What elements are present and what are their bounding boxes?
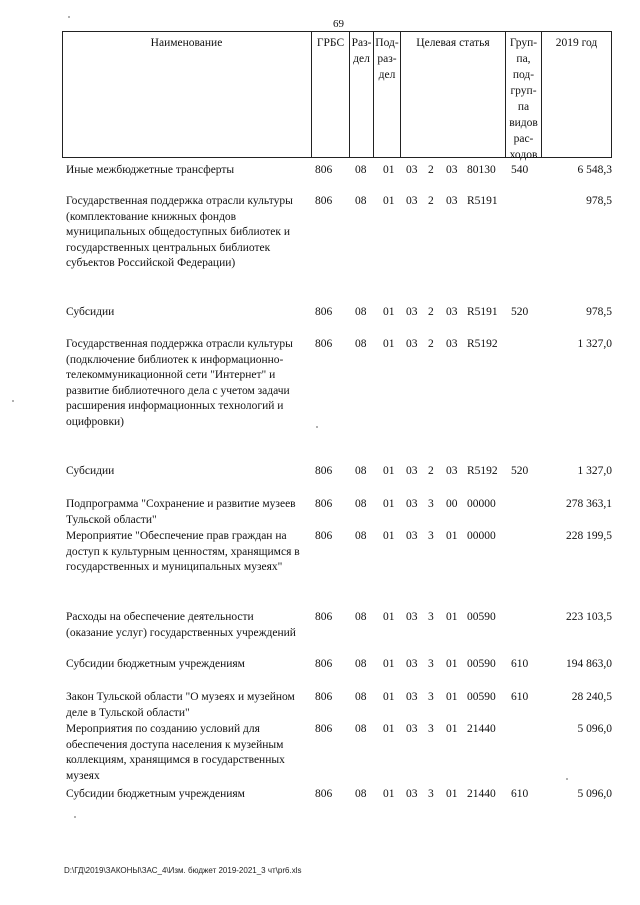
cell-grbs: 806 xyxy=(315,338,333,350)
header-text-line: дел xyxy=(353,53,370,65)
cell-ts2: 2 xyxy=(428,465,434,477)
cell-name: Иные межбюджетные трансферты xyxy=(66,164,235,176)
cell-razdel: 08 xyxy=(355,195,367,207)
cell-ts4: R5192 xyxy=(467,338,498,350)
cell-ts3: 01 xyxy=(446,691,458,703)
cell-ts4: 80130 xyxy=(467,164,496,176)
header-grbs: ГРБС xyxy=(312,31,350,157)
cell-podrazdel: 01 xyxy=(383,530,395,542)
cell-podrazdel: 01 xyxy=(383,498,395,510)
cell-ts2: 3 xyxy=(428,691,434,703)
cell-ts1: 03 xyxy=(406,164,418,176)
cell-vid: 610 xyxy=(511,788,529,800)
cell-vid: 610 xyxy=(511,658,529,670)
cell-podrazdel: 01 xyxy=(383,306,395,318)
cell-grbs: 806 xyxy=(315,465,333,477)
page-number: 69 xyxy=(333,18,344,30)
scan-speck xyxy=(74,816,76,818)
cell-name: Субсидии бюджетным учреждениям xyxy=(66,658,245,670)
cell-grbs: 806 xyxy=(315,530,333,542)
cell-ts1: 03 xyxy=(406,530,418,542)
header-razdel xyxy=(350,31,374,157)
cell-sum: 194 863,0 xyxy=(566,658,612,670)
cell-ts1: 03 xyxy=(406,611,418,623)
cell-name: Закон Тульской области "О музеях и музейном деле в Тульской области" xyxy=(66,691,295,719)
cell-ts3: 00 xyxy=(446,498,458,510)
cell-sum: 978,5 xyxy=(586,306,612,318)
cell-sum: 5 096,0 xyxy=(577,788,612,800)
cell-ts3: 01 xyxy=(446,530,458,542)
cell-grbs: 806 xyxy=(315,164,333,176)
cell-razdel: 08 xyxy=(355,164,367,176)
header-text-line: видов xyxy=(509,117,538,129)
header-text-line: ходов xyxy=(509,149,538,161)
cell-sum: 278 363,1 xyxy=(566,498,612,510)
cell-sum: 5 096,0 xyxy=(577,723,612,735)
cell-ts1: 03 xyxy=(406,465,418,477)
header-text-line: па xyxy=(517,101,530,113)
cell-name: Мероприятие "Обеспечение прав граждан на доступ к культурным ценностям, хранящимся в государственных и муниципальных музеях" xyxy=(66,530,300,573)
header-group xyxy=(506,31,542,161)
cell-podrazdel: 01 xyxy=(383,691,395,703)
scan-speck xyxy=(68,16,70,18)
cell-razdel: 08 xyxy=(355,658,367,670)
cell-razdel: 08 xyxy=(355,465,367,477)
cell-ts2: 2 xyxy=(428,164,434,176)
cell-vid: 540 xyxy=(511,164,529,176)
cell-podrazdel: 01 xyxy=(383,611,395,623)
header-podrazdel xyxy=(374,31,401,157)
cell-ts4: R5191 xyxy=(467,195,498,207)
cell-grbs: 806 xyxy=(315,306,333,318)
scan-speck xyxy=(12,400,14,402)
cell-ts2: 2 xyxy=(428,338,434,350)
cell-sum: 6 548,3 xyxy=(577,164,612,176)
cell-ts2: 3 xyxy=(428,723,434,735)
cell-razdel: 08 xyxy=(355,691,367,703)
cell-ts3: 03 xyxy=(446,164,458,176)
cell-ts1: 03 xyxy=(406,723,418,735)
cell-ts4: R5192 xyxy=(467,465,498,477)
cell-ts4: 21440 xyxy=(467,723,496,735)
file-path-footer: D:\ГД\2019\ЗАКОНЫ\ЗАС_4\Изм. бюджет 2019-2021_3 чт\pr6.xls xyxy=(64,866,302,875)
cell-ts3: 01 xyxy=(446,658,458,670)
cell-ts4: 00000 xyxy=(467,498,496,510)
cell-sum: 1 327,0 xyxy=(577,465,612,477)
cell-grbs: 806 xyxy=(315,788,333,800)
cell-sum: 223 103,5 xyxy=(566,611,612,623)
cell-ts3: 01 xyxy=(446,723,458,735)
cell-ts4: 00590 xyxy=(467,658,496,670)
cell-ts3: 03 xyxy=(446,195,458,207)
cell-podrazdel: 01 xyxy=(383,338,395,350)
cell-ts2: 3 xyxy=(428,530,434,542)
cell-ts2: 2 xyxy=(428,306,434,318)
cell-name: Государственная поддержка отрасли культуры (подключение библиотек к информационно-телекоммуникационной сети "Интернет" и развитие библиотечного дела с учетом задачи расширения информационных технологий и оцифровки) xyxy=(66,338,293,428)
cell-ts4: 00000 xyxy=(467,530,496,542)
header-target: Целевая статья xyxy=(401,31,506,157)
cell-ts2: 3 xyxy=(428,611,434,623)
header-text-line: Под- xyxy=(375,37,399,49)
cell-ts1: 03 xyxy=(406,195,418,207)
cell-razdel: 08 xyxy=(355,338,367,350)
cell-ts3: 03 xyxy=(446,306,458,318)
cell-grbs: 806 xyxy=(315,658,333,670)
cell-sum: 228 199,5 xyxy=(566,530,612,542)
cell-name: Субсидии бюджетным учреждениям xyxy=(66,788,245,800)
cell-vid: 520 xyxy=(511,306,529,318)
cell-name: Расходы на обеспечение деятельности (оказание услуг) государственных учреждений xyxy=(66,611,296,639)
cell-vid: 520 xyxy=(511,465,529,477)
header-text-line: под- xyxy=(512,69,535,81)
cell-sum: 978,5 xyxy=(586,195,612,207)
cell-ts3: 01 xyxy=(446,788,458,800)
cell-name: Мероприятия по созданию условий для обеспечения доступа населения к музейным коллекциям, хранящимся в государственных музеях xyxy=(66,723,285,782)
cell-razdel: 08 xyxy=(355,723,367,735)
cell-grbs: 806 xyxy=(315,723,333,735)
scan-speck xyxy=(316,426,318,428)
cell-podrazdel: 01 xyxy=(383,788,395,800)
cell-ts2: 2 xyxy=(428,195,434,207)
cell-ts2: 3 xyxy=(428,788,434,800)
cell-ts1: 03 xyxy=(406,498,418,510)
cell-sum: 28 240,5 xyxy=(571,691,612,703)
cell-vid: 610 xyxy=(511,691,529,703)
cell-razdel: 08 xyxy=(355,498,367,510)
header-text-line: па, xyxy=(516,53,531,65)
cell-grbs: 806 xyxy=(315,691,333,703)
cell-sum: 1 327,0 xyxy=(577,338,612,350)
cell-razdel: 08 xyxy=(355,611,367,623)
cell-name: Государственная поддержка отрасли культуры (комплектование книжных фондов муниципальных общедоступных библиотек и государственных центральных библиотек субъектов Российской Федерации) xyxy=(66,195,293,269)
cell-razdel: 08 xyxy=(355,788,367,800)
cell-ts1: 03 xyxy=(406,658,418,670)
cell-grbs: 806 xyxy=(315,195,333,207)
cell-name: Субсидии xyxy=(66,465,115,477)
cell-ts3: 01 xyxy=(446,611,458,623)
cell-podrazdel: 01 xyxy=(383,723,395,735)
cell-podrazdel: 01 xyxy=(383,164,395,176)
cell-ts1: 03 xyxy=(406,788,418,800)
cell-ts4: 00590 xyxy=(467,691,496,703)
cell-podrazdel: 01 xyxy=(383,195,395,207)
cell-ts1: 03 xyxy=(406,691,418,703)
cell-ts3: 03 xyxy=(446,465,458,477)
cell-grbs: 806 xyxy=(315,498,333,510)
cell-ts3: 03 xyxy=(446,338,458,350)
cell-ts4: 00590 xyxy=(467,611,496,623)
header-text-line: Раз- xyxy=(351,37,372,49)
header-year: 2019 год xyxy=(542,31,612,157)
table-header xyxy=(62,31,612,161)
cell-ts1: 03 xyxy=(406,306,418,318)
cell-grbs: 806 xyxy=(315,611,333,623)
header-text-line: груп- xyxy=(510,85,537,97)
header-text-line: рас- xyxy=(513,133,534,145)
cell-podrazdel: 01 xyxy=(383,465,395,477)
header-text-line: Груп- xyxy=(509,37,538,49)
cell-razdel: 08 xyxy=(355,530,367,542)
cell-name: Субсидии xyxy=(66,306,115,318)
scan-speck xyxy=(566,778,568,780)
cell-ts2: 3 xyxy=(428,498,434,510)
cell-ts1: 03 xyxy=(406,338,418,350)
header-name: Наименование xyxy=(62,31,312,157)
header-text-line: раз- xyxy=(377,53,397,65)
header-text-line: дел xyxy=(378,69,396,81)
cell-name: Подпрограмма "Сохранение и развитие музеев Тульской области" xyxy=(66,498,296,526)
cell-razdel: 08 xyxy=(355,306,367,318)
cell-ts4: 21440 xyxy=(467,788,496,800)
cell-podrazdel: 01 xyxy=(383,658,395,670)
cell-ts2: 3 xyxy=(428,658,434,670)
cell-ts4: R5191 xyxy=(467,306,498,318)
